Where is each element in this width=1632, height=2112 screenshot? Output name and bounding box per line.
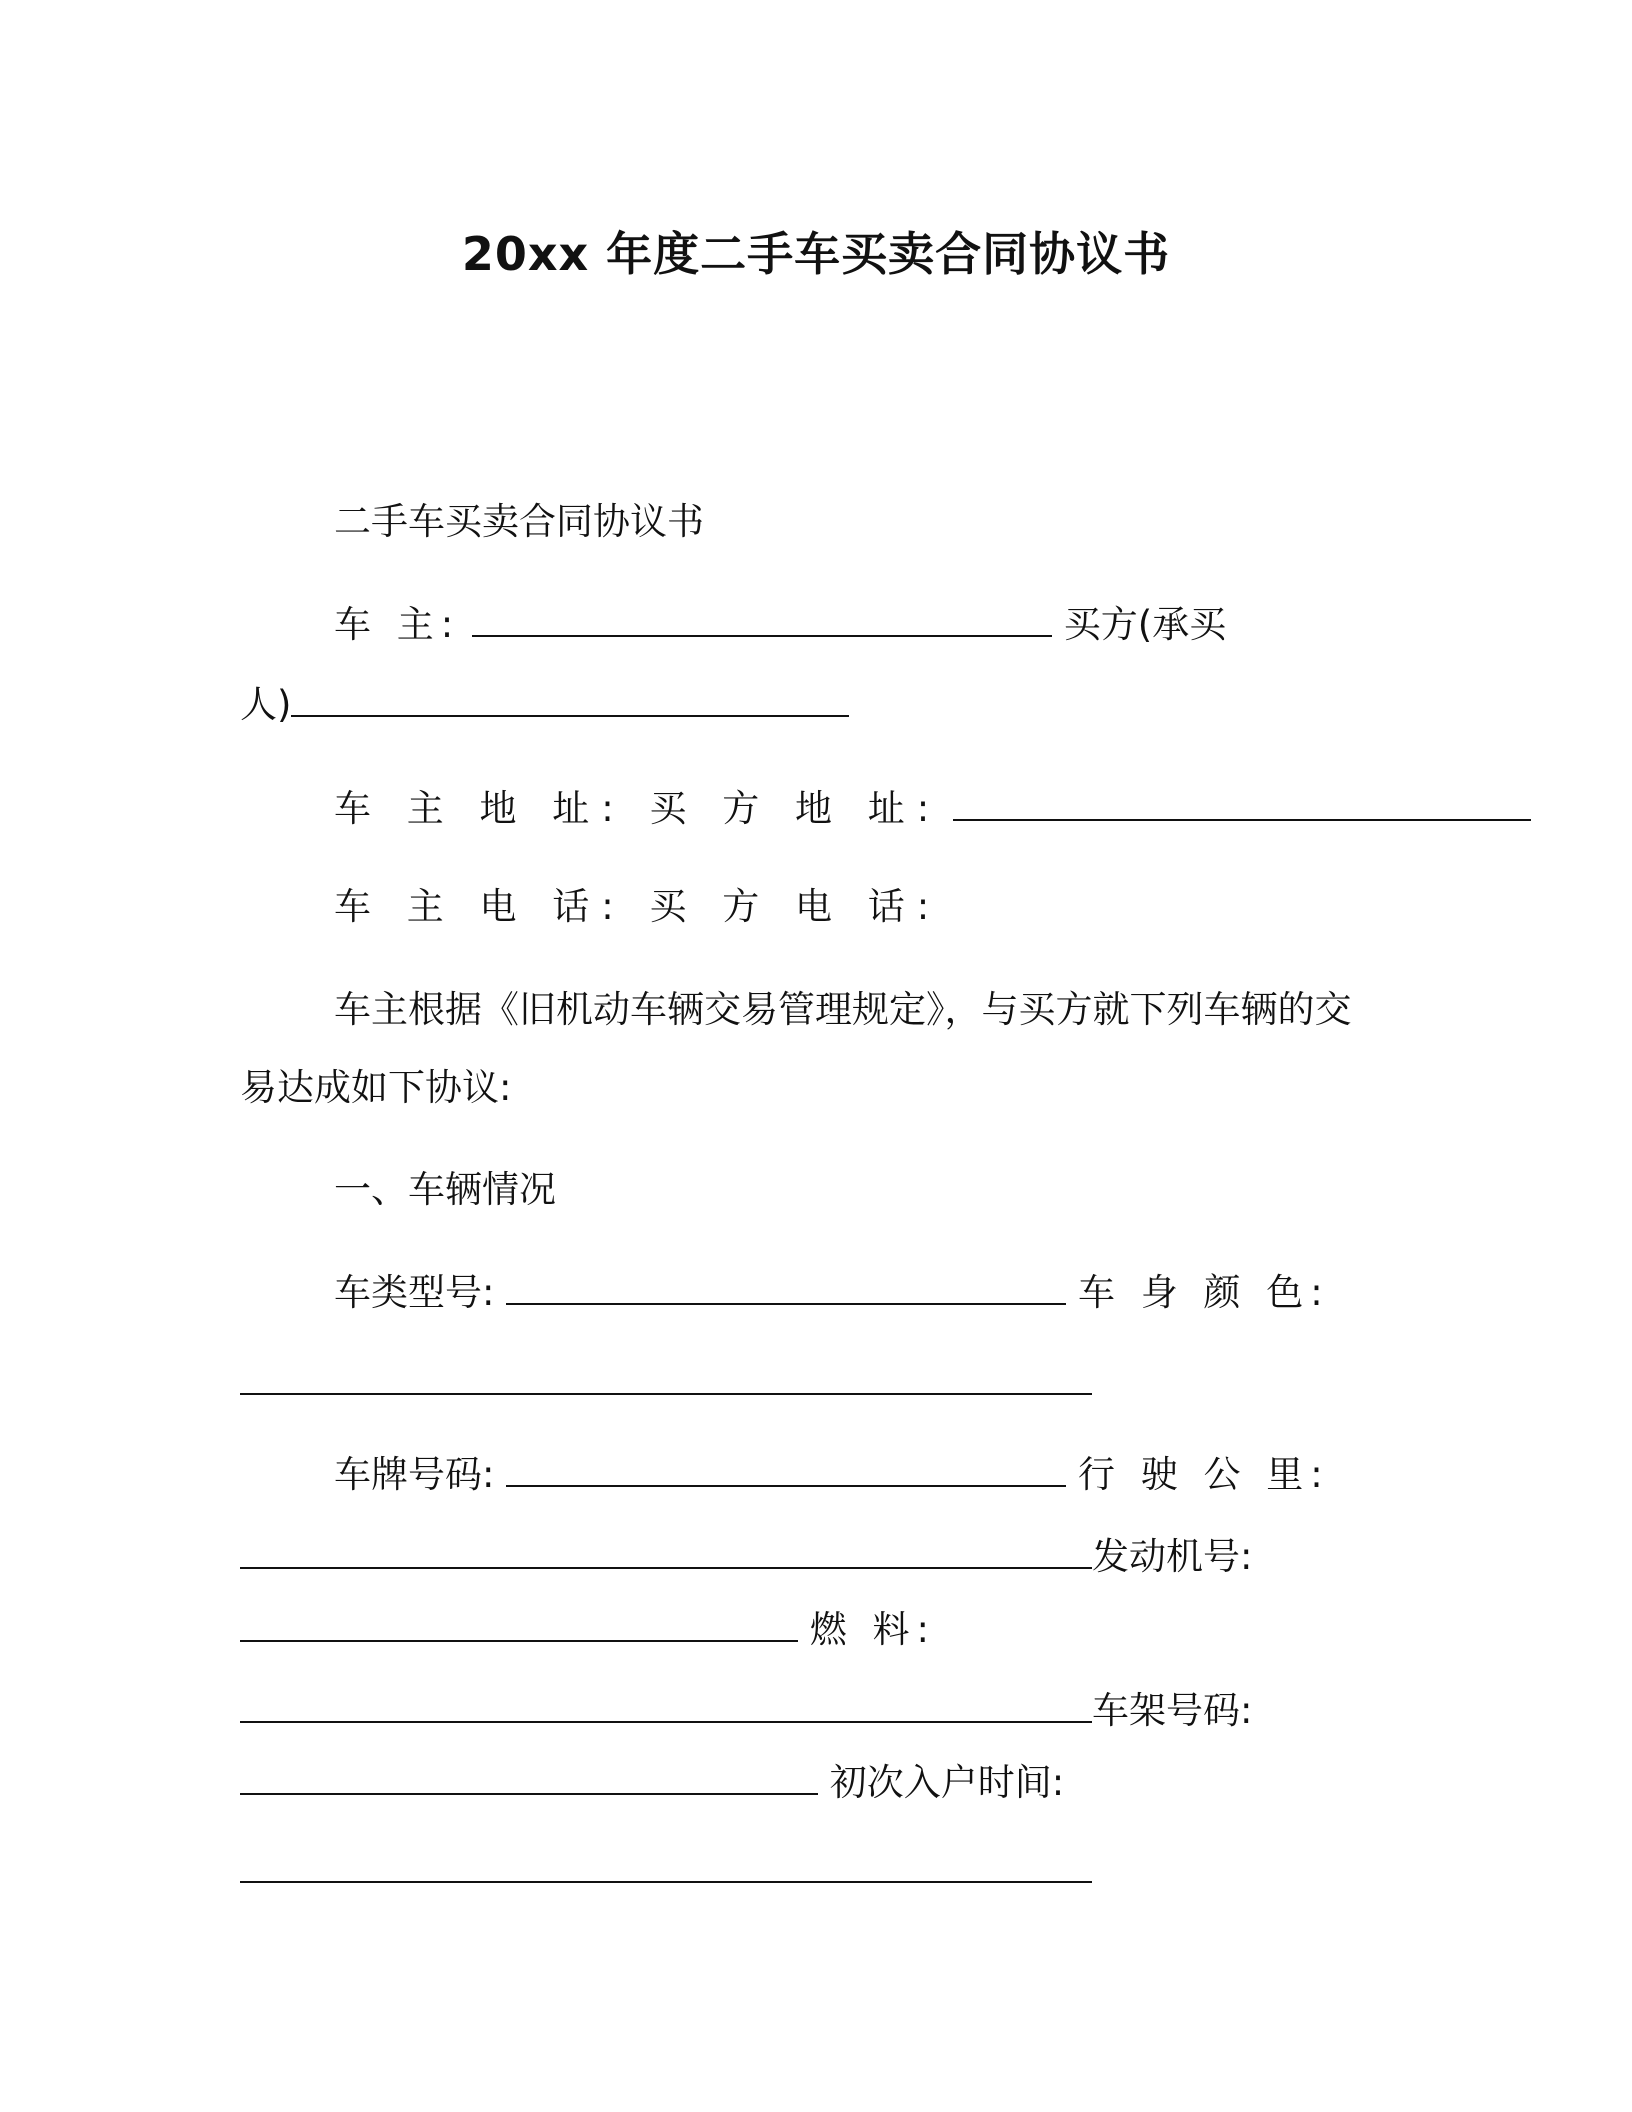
model-label: 车类型号: <box>334 1271 495 1314</box>
document-title: 20xx 年度二手车买卖合同协议书 <box>461 227 1171 281</box>
address-row <box>334 784 1531 834</box>
owner-blank[interactable] <box>472 603 1052 637</box>
fuel-label: 燃 料: <box>809 1608 936 1651</box>
owner-buyer-row <box>334 600 1226 650</box>
section-1-heading: 一、车辆情况 <box>334 1168 556 1211</box>
owner-label: 车 主: <box>334 603 461 646</box>
mileage-blank[interactable] <box>240 1535 1092 1569</box>
phone-labels: 车 主 电 话: 买 方 电 话: <box>334 885 942 928</box>
vin-label: 车架号码: <box>1092 1689 1253 1732</box>
vin-registration-row <box>240 1758 1064 1808</box>
color-label: 车 身 颜 色: <box>1078 1271 1330 1314</box>
fuel-blank[interactable] <box>240 1689 1092 1723</box>
model-color-row <box>334 1268 1330 1318</box>
plate-mileage-row <box>334 1450 1330 1500</box>
fuel-vin-row <box>240 1686 1252 1736</box>
model-blank[interactable] <box>506 1271 1066 1305</box>
buyer-address-blank[interactable] <box>953 787 1531 821</box>
engine-label: 发动机号: <box>1092 1535 1253 1578</box>
engine-fuel-row <box>240 1605 936 1655</box>
color-blank-row <box>240 1358 1092 1408</box>
buyer-blank[interactable] <box>291 683 849 717</box>
buyer-label-cont: 人) <box>240 683 292 726</box>
intro-line-1: 车主根据《旧机动车辆交易管理规定》，与买方就下列车辆的交 <box>334 988 1352 1031</box>
registration-blank-row <box>240 1846 1092 1896</box>
document-subtitle: 二手车买卖合同协议书 <box>334 500 704 543</box>
phone-row <box>334 882 941 932</box>
vin-blank[interactable] <box>240 1761 818 1795</box>
mileage-label: 行 驶 公 里: <box>1078 1453 1330 1496</box>
engine-blank[interactable] <box>240 1608 798 1642</box>
plate-blank[interactable] <box>506 1453 1066 1487</box>
plate-label: 车牌号码: <box>334 1453 495 1496</box>
buyer-row-cont <box>240 680 849 730</box>
buyer-label: 买方(承买 <box>1063 603 1227 646</box>
color-blank[interactable] <box>240 1361 1092 1395</box>
mileage-engine-row <box>240 1532 1252 1582</box>
address-labels: 车 主 地 址: 买 方 地 址: <box>334 787 942 830</box>
registration-label: 初次入户时间: <box>829 1761 1065 1804</box>
intro-line-2: 易达成如下协议: <box>240 1066 512 1109</box>
registration-blank[interactable] <box>240 1849 1092 1883</box>
